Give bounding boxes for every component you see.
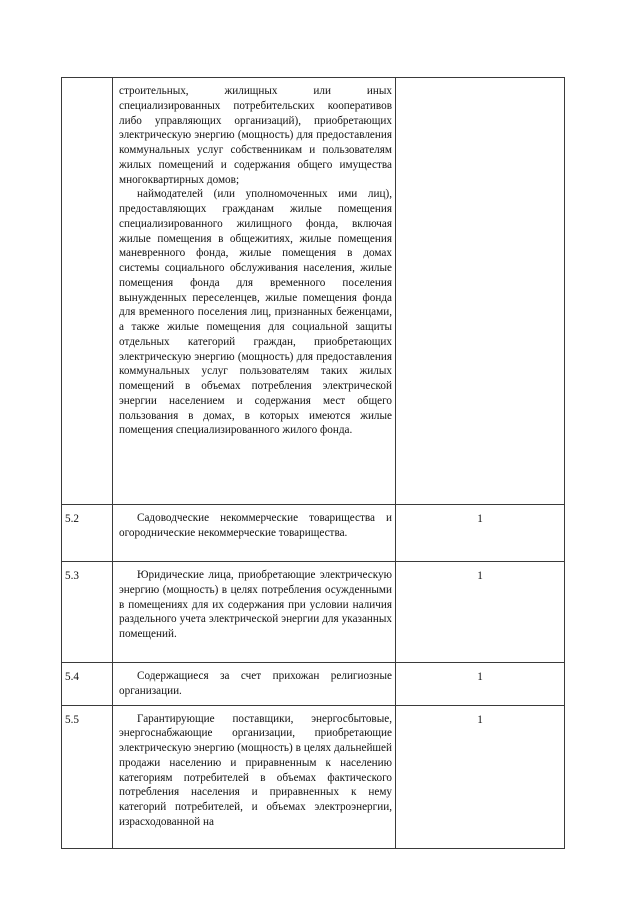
- table-row: [62, 505, 565, 562]
- row-number: [62, 78, 113, 505]
- row-number: 5.4: [62, 663, 113, 706]
- description-paragraph: Гарантирующие поставщики, энергосбытовые, энергоснабжающие организации, приобретающие электрическую энергию (мощность) в целях дальнейшей продажи населению и приравненным к населению категориям потребителей в объемах фактического потребления населения и приравненных к нему категорий потребителей, и объемах электроэнергии, израсходованной на: [119, 712, 392, 828]
- row-value: 1: [396, 505, 565, 562]
- row-value: 1: [396, 663, 565, 706]
- description-paragraph: наймодателей (или уполномоченных ими лиц), предоставляющих гражданам жилые помещения специализированного жилищного фонда, включая жилые помещения в общежитиях, жилые помещения маневренного фонда, жилые помещения в домах системы социального обслуживания населения, жилые помещения фонда для временного поселения вынужденных переселенцев, жилые помещения фонда для временного поселения лиц, признанных беженцами, а также жилые помещения для социальной защиты отдельных категорий граждан, приобретающих электрическую энергию (мощность) для предоставления коммунальных услуг пользователям таких жилых помещений в объемах потребления электрической энергии населением и содержания мест общего пользования в домах, в которых имеются жилые помещения специализированного жилого фонда.: [119, 188, 392, 437]
- row-description: [113, 505, 396, 562]
- description-paragraph: строительных, жилищных или иных специализированных потребительских кооперативов либо управляющих организаций), приобретающих электрическую энергию (мощность) для предоставления коммунальных услуг собственникам и пользователям жилых помещений и содержания общего имущества многоквартирных домов;: [119, 85, 392, 186]
- table-row: [62, 705, 565, 848]
- table-row: [62, 78, 565, 505]
- table-row: [62, 663, 565, 706]
- table-row: [62, 562, 565, 663]
- row-value: 1: [396, 562, 565, 663]
- row-description: [113, 663, 396, 706]
- tariff-table: [61, 77, 565, 849]
- description-paragraph: Содержащиеся за счет прихожан религиозные организации.: [119, 670, 392, 697]
- row-description: [113, 562, 396, 663]
- row-description: [113, 705, 396, 848]
- row-number: 5.5: [62, 705, 113, 848]
- row-number: 5.3: [62, 562, 113, 663]
- row-number: 5.2: [62, 505, 113, 562]
- row-value: [396, 78, 565, 505]
- row-description: [113, 78, 396, 505]
- description-paragraph: Юридические лица, приобретающие электрическую энергию (мощность) в целях потребления осужденными в помещениях для их содержания при условии наличия раздельного учета электрической энергии для указанных помещений.: [119, 569, 392, 640]
- row-value: 1: [396, 705, 565, 848]
- description-paragraph: Садоводческие некоммерческие товарищества и огороднические некоммерческие товарищества.: [119, 512, 392, 539]
